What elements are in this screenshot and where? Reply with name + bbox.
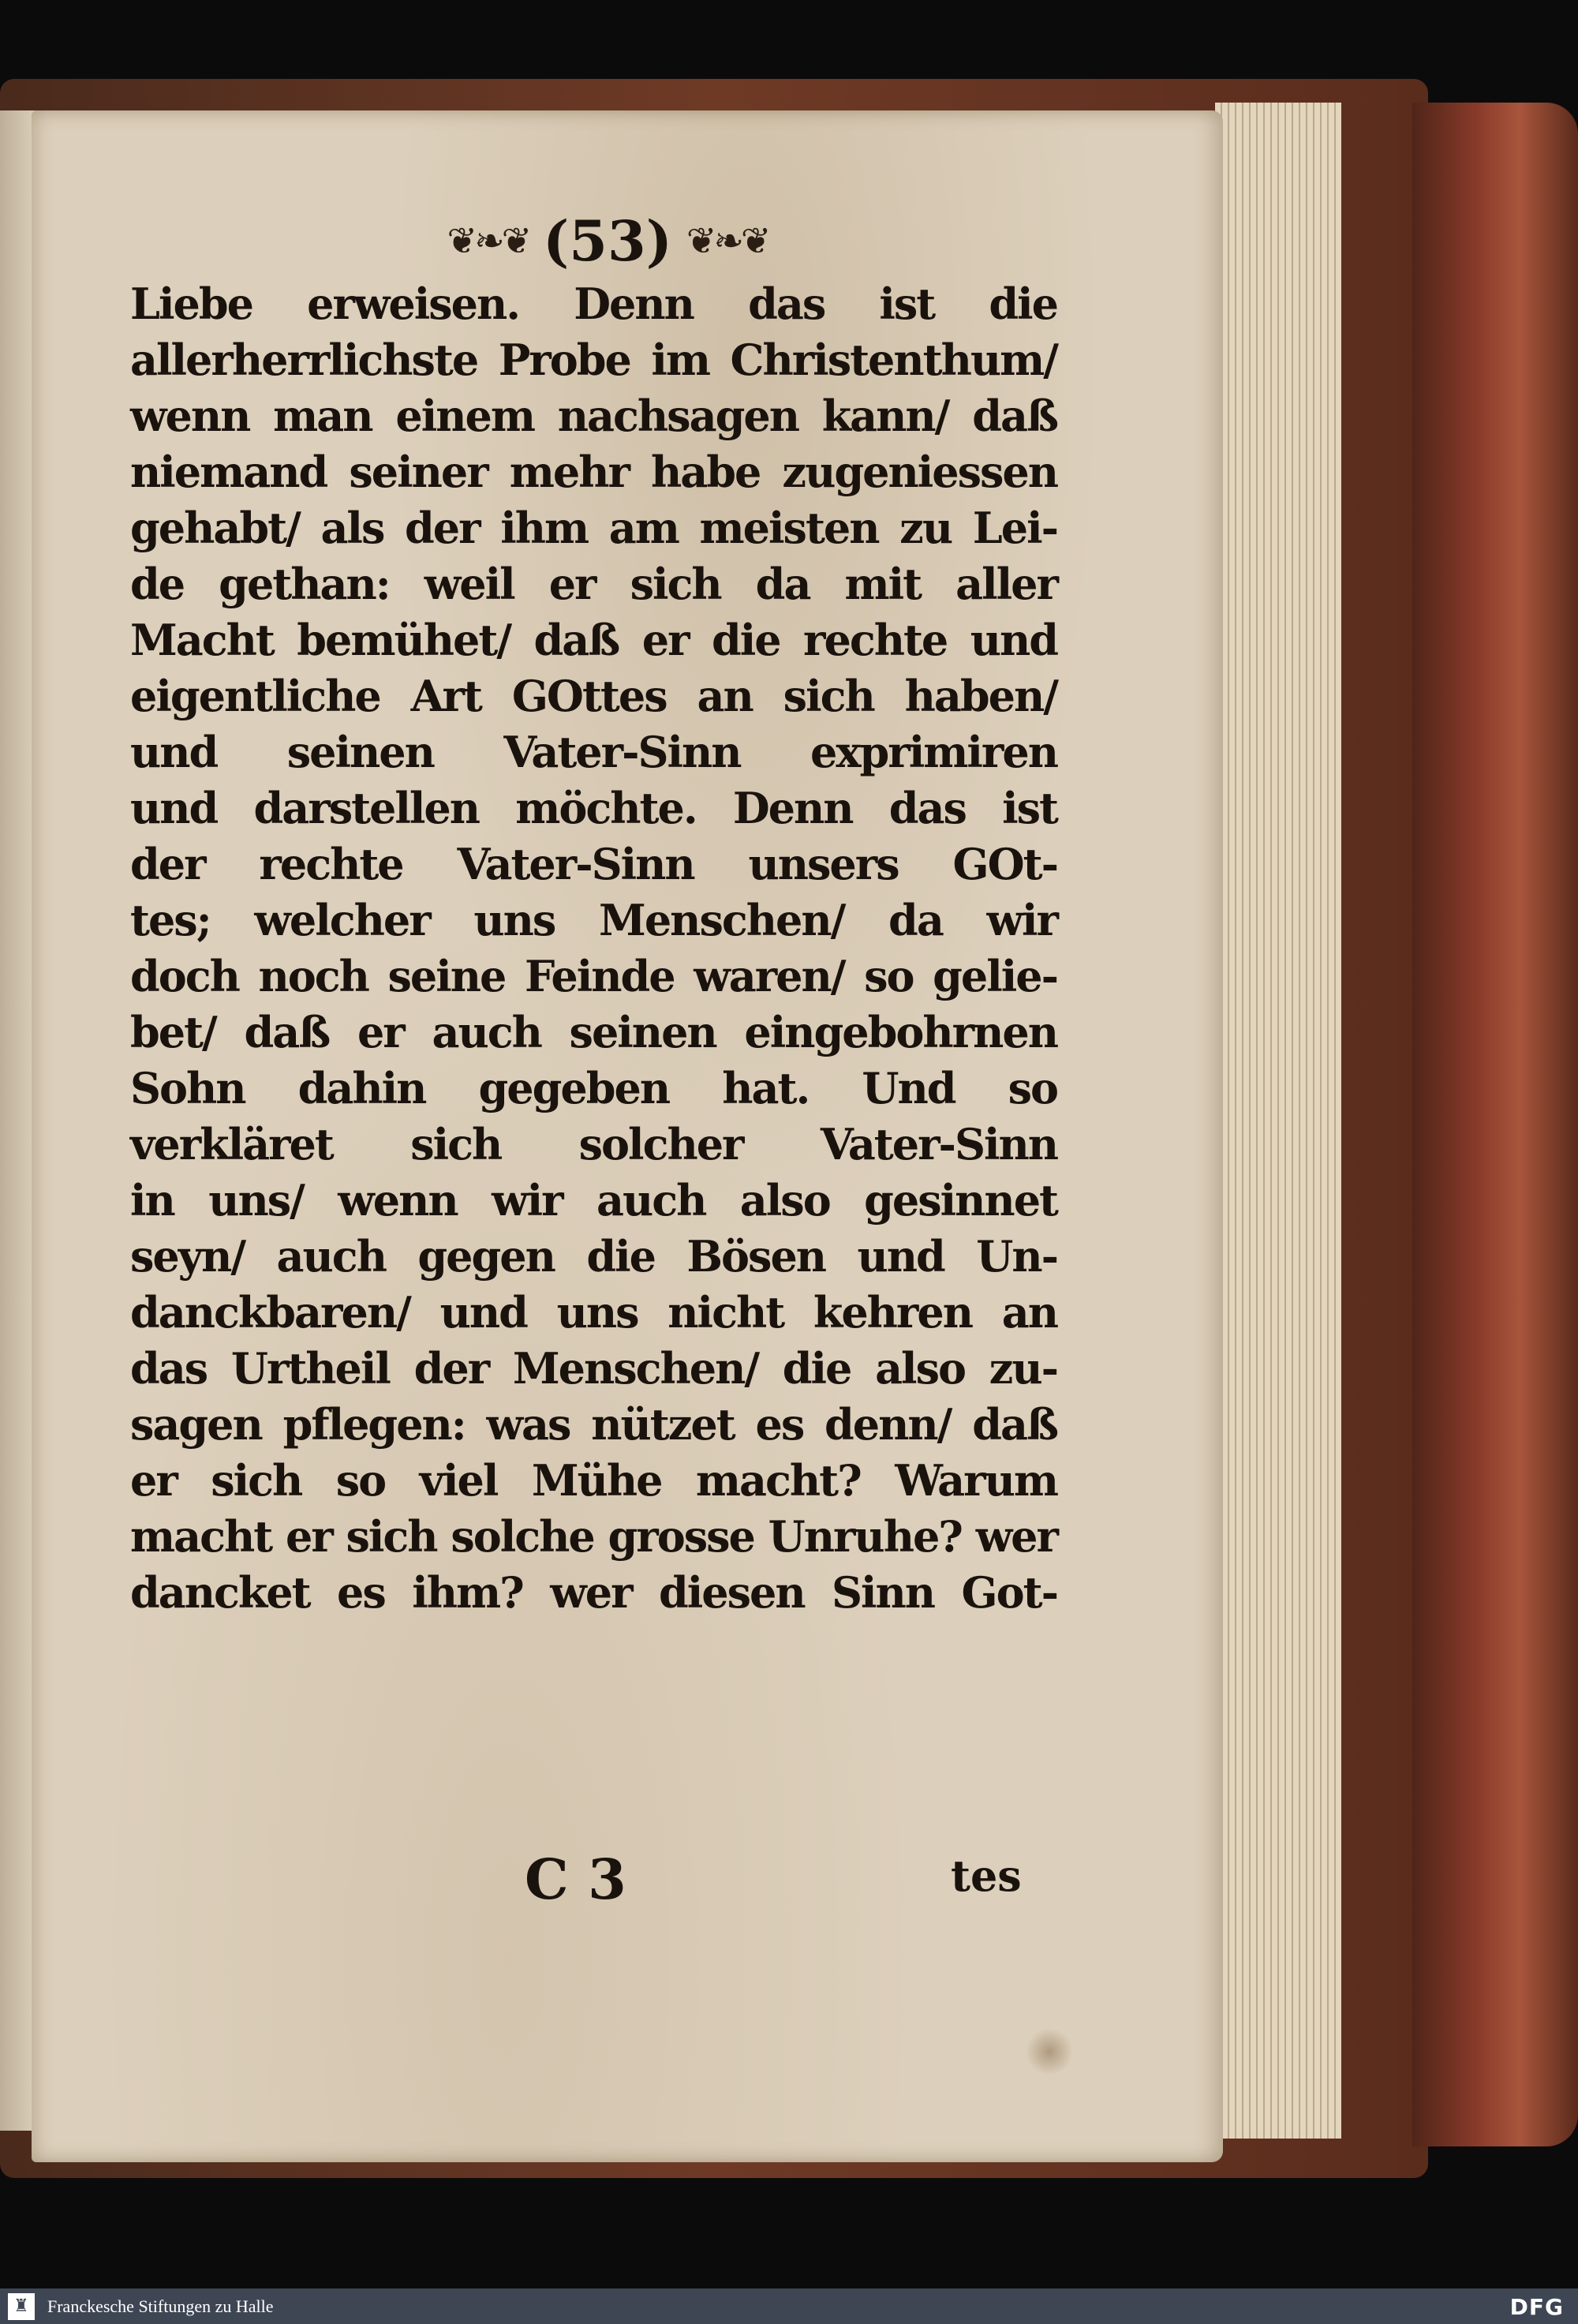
text-line: wenn man einem nachsagen kann/ daß (130, 391, 1057, 441)
page-stain (1026, 2028, 1073, 2075)
institution-logo-icon: ♜ (8, 2293, 35, 2320)
text-line: macht er sich solche grosse Unruhe? wer (130, 1511, 1057, 1562)
page-number: (53) (543, 208, 672, 274)
ornament-right: ❦❧❦ (686, 219, 768, 262)
text-line: er sich so viel Mühe macht? Warum (130, 1455, 1057, 1506)
text-line: de gethan: weil er sich da mit aller (130, 559, 1057, 609)
ornament-left: ❦❧❦ (447, 219, 529, 262)
text-line: verkläret sich solcher Vater-Sinn (130, 1119, 1057, 1169)
text-line: und darstellen möchte. Denn das ist (130, 783, 1057, 833)
catchword: tes (951, 1851, 1022, 1901)
text-line: tes; welcher uns Menschen/ da wir (130, 895, 1057, 945)
text-line: bet/ daß er auch seinen eingebohrnen (130, 1007, 1057, 1057)
text-line: doch noch seine Feinde waren/ so gelie- (130, 951, 1057, 1001)
text-line: Liebe erweisen. Denn das ist die (130, 279, 1057, 329)
running-head (442, 205, 773, 276)
footer-bar (0, 2288, 1578, 2324)
text-block (130, 276, 1057, 1621)
text-line: sagen pflegen: was nützet es denn/ daß (130, 1399, 1057, 1450)
book-edge (1412, 103, 1578, 2146)
text-line: eigentliche Art GOttes an sich haben/ (130, 671, 1057, 721)
text-line: in uns/ wenn wir auch also gesinnet (130, 1175, 1057, 1226)
signature-mark: C 3 (525, 1847, 626, 1912)
dfg-logo[interactable]: DFG (1509, 2294, 1564, 2320)
text-line: danckbaren/ und uns nicht kehren an (130, 1287, 1057, 1338)
institution-name[interactable]: Franckesche Stiftungen zu Halle (47, 2296, 274, 2316)
page-stack (1215, 103, 1341, 2139)
text-line: allerherrlichste Probe im Christenthum/ (130, 335, 1057, 385)
text-line: das Urtheil der Menschen/ die also zu- (130, 1343, 1057, 1394)
text-line: Macht bemühet/ daß er die rechte und (130, 615, 1057, 665)
text-line: gehabt/ als der ihm am meisten zu Lei- (130, 503, 1057, 553)
text-line: seyn/ auch gegen die Bösen und Un- (130, 1231, 1057, 1282)
text-line: der rechte Vater-Sinn unsers GOt- (130, 839, 1057, 889)
text-line: und seinen Vater-Sinn exprimiren (130, 727, 1057, 777)
text-line: dancket es ihm? wer diesen Sinn Got- (130, 1567, 1057, 1618)
text-line: niemand seiner mehr habe zugeniessen (130, 447, 1057, 497)
text-line: Sohn dahin gegeben hat. Und so (130, 1063, 1057, 1113)
